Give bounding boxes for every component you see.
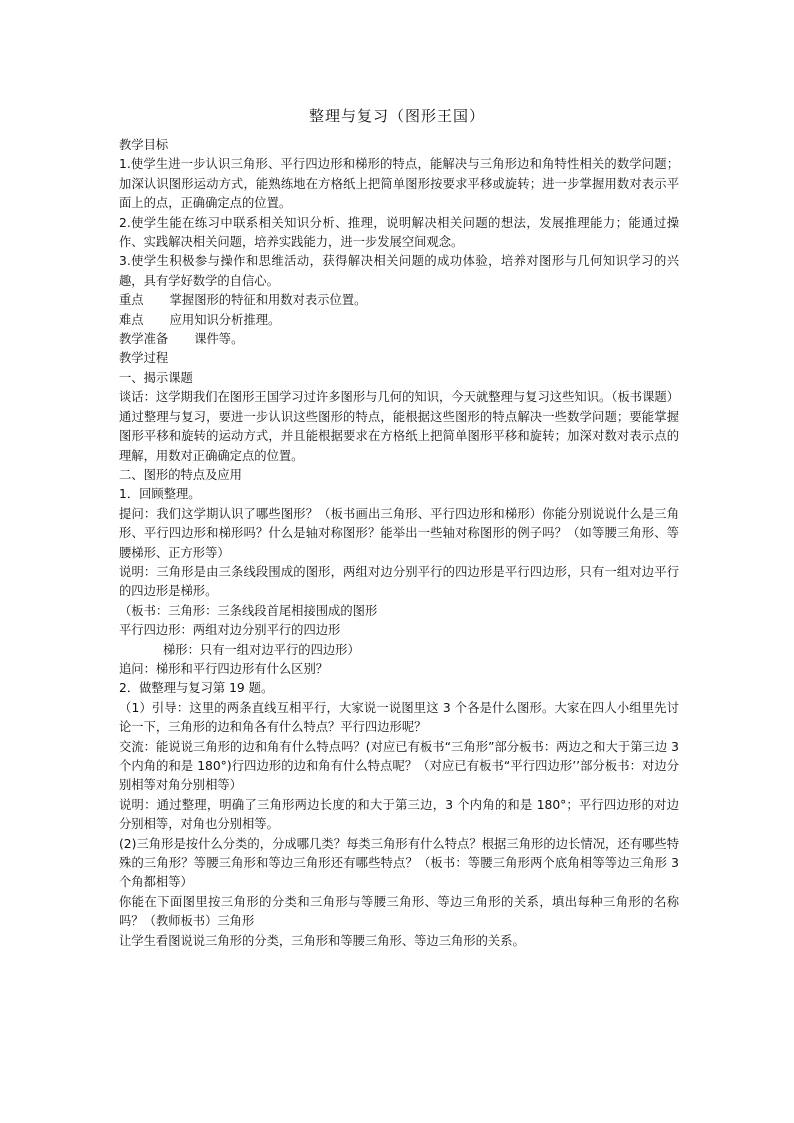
difficulty-label: 难点	[119, 312, 144, 327]
board-note-parallelogram: 平行四边形：两组对边分别平行的四边形	[119, 623, 341, 638]
objective-1: 1.使学生进一步认识三角形、平行四边形和梯形的特点，能解决与三角形边和角特性相关的数学问题；加深认识图形运动方式，能熟练地在方格纸上把简单图形按要求平移或旋转；进一步掌握用数对表示平面上的点，正确确定点的位置。	[119, 157, 679, 211]
followup-question: 追问：梯形和平行四边形有什么区别？	[119, 661, 329, 676]
task-paragraph-2: 让学生看图说说三角形的分类，三角形和等腰三角形、等边三角形的关系。	[119, 933, 525, 948]
key-point-label: 重点	[119, 293, 144, 308]
section-heading-1: 一、揭示课题	[119, 370, 193, 385]
section-heading-2: 二、图形的特点及应用	[119, 467, 242, 482]
prep-label: 教学准备	[119, 332, 169, 347]
key-point-text: 掌握图形的特征和用数对表示位置。	[169, 293, 367, 308]
prep-line	[119, 330, 679, 349]
difficulty-line	[119, 311, 679, 330]
objective-3: 3.使学生积极参与操作和思维活动，获得解决相关问题的成功体验，培养对图形与几何知识学习的兴趣，具有学好数学的自信心。	[119, 254, 679, 288]
explanation-paragraph-2: 说明：通过整理，明确了三角形两边长度的和大于第三边，3 个内角的和是 180°；平行四边形的对边分别相等，对角也分别相等。	[119, 797, 679, 832]
guide-paragraph-2: (2)三角形是按什么分类的，分成哪几类？每类三角形有什么特点？根据三角形的边长情况，还有哪些特殊的三角形？等腰三角形和等边三角形还有哪些特点？（板书：等腰三角形两个底角相等等边三角形 3 个角都相等）	[119, 836, 679, 890]
subsection-2: 2．做整理与复习第 19 题。	[119, 681, 274, 696]
objectives-heading: 教学目标	[119, 138, 169, 152]
task-paragraph-1: 你能在下面图里按三角形的分类和三角形与等腰三角形、等边三角形的关系，填出每种三角形的名称吗？（教师板书）三角形	[119, 894, 679, 929]
document-body	[119, 136, 679, 951]
intro-talk: 谈话：这学期我们在图形王国学习过许多图形与几何的知识，今天就整理与复习这些知识。（板书课题）通过整理与复习，要进一步认识这些图形的特点，能根据这些图形的特点解决一些数学问题；要能掌握图形平移和旋转的运动方式，并且能根据要求在方格纸上把简单图形平移和旋转；加深对数对表示点的理解，用数对正确确定点的位置。	[119, 390, 679, 463]
subsection-1: 1．回顾整理。	[119, 487, 201, 502]
exchange-paragraph: 交流：能说说三角形的边和角有什么特点吗？(对应已有板书“三角形”部分板书：两边之和大于第三边 3 个内角的和是 180°)行四边形的边和角有什么特点呢？（对应已有板书“平行四边形’’部分板书：对边分别相等对角分别相等）	[119, 739, 679, 793]
prep-text: 课件等。	[194, 332, 244, 347]
key-point-line	[119, 291, 679, 310]
difficulty-text: 应用知识分析推理。	[169, 312, 281, 327]
board-note-triangle: （板书：三角形：三条线段首尾相接围成的图形	[119, 603, 378, 618]
process-heading: 教学过程	[119, 351, 169, 366]
document-title: 整理与复习（图形王国）	[308, 107, 485, 125]
question-paragraph: 提问：我们这学期认识了哪些图形？（板书画出三角形、平行四边形和梯形）你能分别说说什么是三角形、平行四边形和梯形吗？什么是轴对称图形？能举出一些轴对称图形的例子吗？（如等腰三角形、等腰梯形、正方形等）	[119, 506, 679, 560]
board-note-trapezoid: 梯形：只有一组对边平行的四边形）	[163, 642, 360, 657]
explanation-paragraph-1: 说明：三角形是由三条线段围成的图形，两组对边分别平行的四边形是平行四边形，只有一组对边平行的四边形是梯形。	[119, 564, 679, 599]
objective-2: 2.使学生能在练习中联系相关知识分析、推理，说明解决相关问题的想法，发展推理能力；能通过操作、实践解决相关问题，培养实践能力，进一步发展空间观念。	[119, 215, 679, 250]
guide-paragraph-1: （1）引导：这里的两条直线互相平行，大家说一说图里这 3 个各是什么图形。大家在四人小组里先讨论一下，三角形的边和角各有什么特点？平行四边形呢？	[119, 700, 679, 735]
